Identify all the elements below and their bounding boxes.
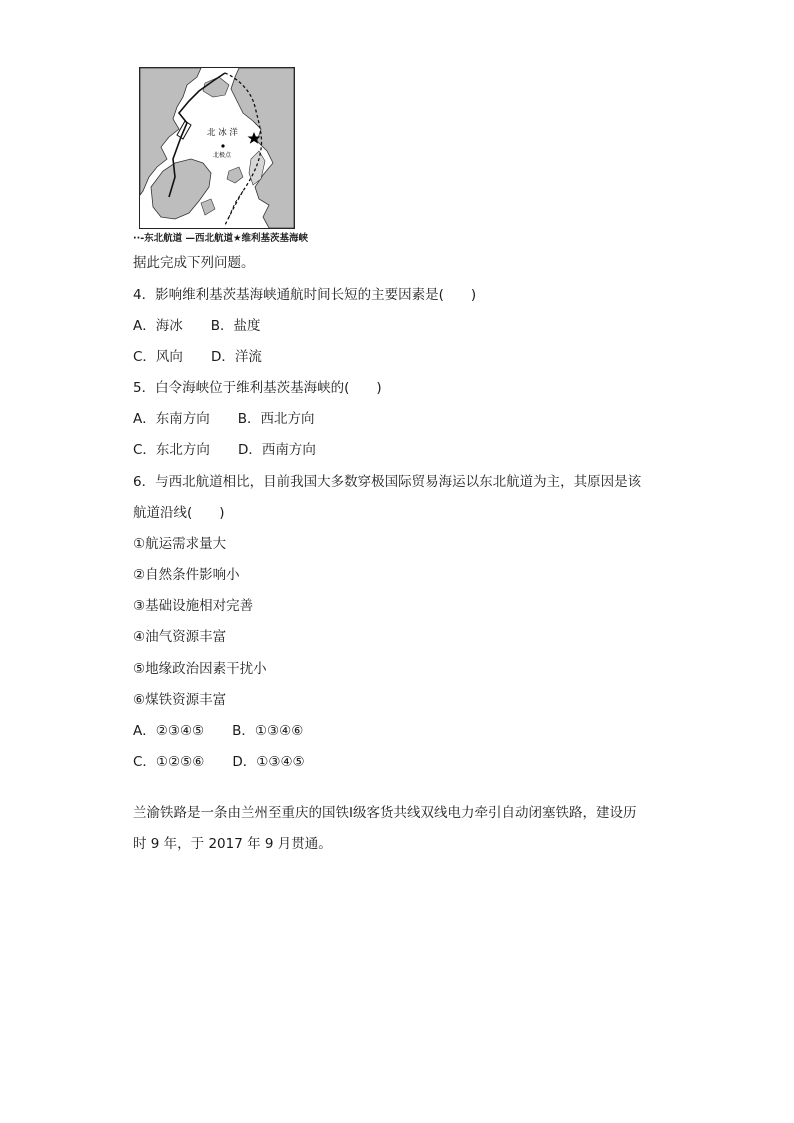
question-5-options-row2 [133,440,316,460]
statement-2: ②自然条件影响小 [133,567,240,583]
question-6-options-row1 [133,721,303,741]
north-pole-dot [221,144,224,147]
question-6-stem-line1: 6．与西北航道相比，目前我国大多数穿极国际贸易海运以东北航道为主，其原因是该 [133,474,642,490]
q6-option-c[interactable]: C．①②⑤⑥ [133,754,205,770]
arctic-route-map [139,67,295,229]
question-6-options-row2 [133,752,305,772]
q5-option-a[interactable]: A．东南方向 [133,411,210,427]
dotted-line-symbol: ··- [133,233,145,244]
pole-label: 北极点 [213,152,232,159]
question-5-options-row1 [133,409,315,429]
intro-text: 据此完成下列问题。 [133,255,255,271]
q4-option-d[interactable]: D．洋流 [210,349,262,365]
legend-northeast: 东北航道 [144,233,183,244]
q4-option-b[interactable]: B．盐度 [210,318,261,334]
q5-option-d[interactable]: D．西南方向 [237,442,316,458]
question-4-options-row1 [133,316,261,336]
statement-4: ④油气资源丰富 [133,629,227,645]
passage-line-1: 兰渝铁路是一条由兰州至重庆的国铁Ⅰ级客货共线双线电力牵引自动闭塞铁路，建设历 [133,805,637,821]
q5-option-b[interactable]: B．西北方向 [237,411,315,427]
statement-3: ③基础设施相对完善 [133,598,254,614]
q5-option-c[interactable]: C．东北方向 [133,442,210,458]
ocean-label: 北 冰 洋 [207,128,238,138]
passage-line-2: 时 9 年，于 2017 年 9 月贯通。 [133,836,332,852]
question-4-options-row2 [133,347,262,367]
map-svg [139,67,295,229]
question-5-stem: 5．白令海峡位于维利基茨基海峡的( ) [133,380,382,396]
statement-6: ⑥煤铁资源丰富 [133,692,227,708]
q6-option-d[interactable]: D．①③④⑤ [232,754,305,770]
q6-option-a[interactable]: A．②③④⑤ [133,723,205,739]
legend-northwest: 西北航道 [195,233,234,244]
legend-strait: 维利基茨基海峡 [241,233,309,244]
star-icon: ★ [233,233,242,244]
q4-option-c[interactable]: C．风向 [133,349,183,365]
question-6-stem-line2: 航道沿线( ) [133,505,225,521]
q6-option-b[interactable]: B．①③④⑥ [232,723,304,739]
statement-1: ①航运需求量大 [133,536,227,552]
solid-line-symbol: — [185,233,195,244]
map-legend [133,230,308,244]
statement-5: ⑤地缘政治因素干扰小 [133,661,267,677]
q4-option-a[interactable]: A．海冰 [133,318,183,334]
question-4-stem: 4．影响维利基茨基海峡通航时间长短的主要因素是( ) [133,287,477,303]
